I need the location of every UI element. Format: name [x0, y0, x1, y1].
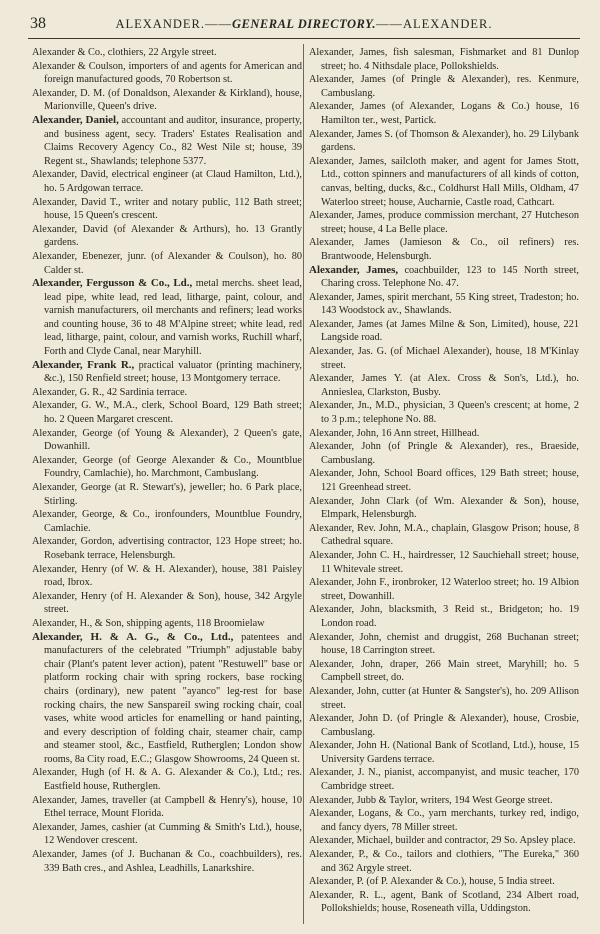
entry-text: Alexander, John, School Board offices, 129 Bath street; house, 121 Greenhead street. [309, 468, 579, 493]
entry-text: Alexander, P. (of P. Alexander & Co.), house, 5 India street. [309, 876, 555, 888]
directory-entry [309, 685, 579, 712]
directory-entry [32, 168, 302, 195]
entry-text: Alexander, Jubb & Taylor, writers, 194 West George street. [309, 794, 553, 806]
directory-entry [309, 739, 579, 766]
entry-text: Alexander, Rev. John, M.A., chaplain, Glasgow Prison; house, 8 Cathedral square. [309, 522, 579, 548]
directory-entry [309, 46, 579, 73]
entry-text: Alexander & Coulson, importers of and agents for American and foreign manufactured goods, 70 Robertson st. [32, 60, 302, 86]
directory-entry [32, 250, 302, 277]
directory-entry [32, 114, 302, 168]
directory-entry [32, 87, 302, 114]
entry-text: Alexander, James (Jamieson & Co., oil refiners) res. Brantwoode, Helensburgh. [309, 237, 579, 262]
entry-text: Alexander, James S. (of Thomson & Alexander), ho. 29 Lilybank gardens. [309, 128, 579, 154]
entry-text: accountant and auditor, insurance, property, and business agent, secy. Traders' Estates Realisation and Claims Recovery Agency Co., 82 West Nile st; house, 39 Regent st., Shawlands; telephone 5377. [44, 114, 302, 167]
directory-entry [309, 100, 579, 127]
entry-text: Alexander, Ebenezer, junr. (of Alexander & Coulson), ho. 80 Calder st. [32, 250, 302, 276]
entry-text: Alexander, G. W., M.A., clerk, School Board, 129 Bath street; ho. 2 Queen Margaret crescent. [32, 400, 302, 426]
directory-entry [32, 794, 302, 821]
directory-entry [309, 264, 579, 291]
entry-text: Alexander, James, produce commission merchant, 27 Hutcheson street; house, 4 La Belle place. [309, 210, 579, 235]
directory-entry [309, 875, 579, 889]
directory-entry [309, 128, 579, 155]
page-number: 38 [30, 15, 46, 32]
entry-text: Alexander, David, electrical engineer (at Claud Hamilton, Ltd.), ho. 5 Ardgowan terrace. [32, 169, 302, 194]
directory-entry [309, 658, 579, 685]
header-dash-right: —— [376, 17, 403, 31]
entry-text: Alexander, Gordon, advertising contractor, 123 Hope street; ho. Rosebank terrace, Helensburgh. [32, 536, 302, 561]
entry-text: Alexander, Henry (of H. Alexander & Son), house, 342 Argyle street. [32, 590, 302, 616]
directory-entry [309, 848, 579, 875]
directory-entry [309, 766, 579, 793]
entry-text: Alexander, David (of Alexander & Arthurs), ho. 13 Grantly gardens. [32, 223, 302, 249]
header-dash-left: —— [205, 17, 232, 31]
directory-entry [309, 399, 579, 426]
directory-entry [309, 318, 579, 345]
directory-entry [32, 399, 302, 426]
column-divider [303, 44, 304, 924]
directory-entry [309, 631, 579, 658]
directory-entry [309, 291, 579, 318]
directory-entry [309, 427, 579, 441]
directory-entry [309, 712, 579, 739]
entry-text: Alexander, James, spirit merchant, 55 King street, Tradeston; ho. 143 Woodstock av., Shawlands. [309, 291, 579, 317]
entry-text: Alexander, G. R., 42 Sardinia terrace. [32, 386, 188, 398]
directory-entry [32, 766, 302, 793]
page-header [28, 12, 580, 39]
directory-entry [32, 46, 302, 60]
entry-text: Alexander, James, sailcloth maker, and agent for James Stott, Ltd., cotton spinners and manufacturers of all kinds of cotton, canvas, belting, ducks, &c., Coldhurst Hall Mills, Oldham, 47 Waterloo street; house, Aucharnie, Castle road, Cathcart. [309, 155, 579, 208]
entry-text: Alexander, John, cutter (at Hunter & Sangster's), ho. 209 Allison street. [309, 685, 579, 711]
directory-entry [32, 454, 302, 481]
running-head-left: ALEXANDER. [115, 17, 205, 31]
entry-text: Alexander, James (at James Milne & Son, Limited), house, 221 Langside road. [309, 318, 579, 344]
directory-entry [32, 508, 302, 535]
directory-entry [32, 223, 302, 250]
directory-entry [309, 209, 579, 236]
entry-text: Alexander, John C. H., hairdresser, 12 Sauchiehall street; house, 11 Whitevale street. [309, 549, 579, 575]
entry-text: Alexander, John, blacksmith, 3 Reid st., Bridgeton; ho. 19 London road. [309, 604, 579, 629]
entry-name: Alexander, H. & A. G., & Co., Ltd., [32, 630, 234, 643]
directory-entry [32, 60, 302, 87]
directory-entry [32, 359, 302, 386]
directory-entry [309, 794, 579, 808]
entry-text: practical valuator (printing machinery, &c.), 150 Renfield street; house, 13 Montgomery terrace. [44, 359, 302, 385]
directory-entry [309, 495, 579, 522]
entry-text: Alexander, John, 16 Ann street, Hillhead. [309, 427, 480, 439]
directory-entry [309, 889, 579, 916]
entry-text: Alexander, George (at R. Stewart's), jeweller; ho. 6 Park place, Stirling. [32, 482, 302, 507]
entry-text: Alexander, James (of Alexander, Logans & Co.) house, 16 Hamilton ter., west, Partick. [309, 101, 579, 126]
directory-entry [32, 481, 302, 508]
right-column [309, 46, 579, 916]
entry-text: Alexander, Logans, & Co., yarn merchants, turkey red, indigo, and fancy dyers, 78 Miller street. [309, 808, 579, 833]
directory-entry [32, 821, 302, 848]
directory-entry [309, 807, 579, 834]
running-head-right: ALEXANDER. [403, 17, 493, 31]
directory-entry [309, 467, 579, 494]
directory-entry [32, 631, 302, 767]
entry-text: Alexander, John Clark (of Wm. Alexander & Son), house, Elmpark, Helensburgh. [309, 495, 579, 521]
directory-entry [32, 535, 302, 562]
running-head [28, 17, 580, 32]
entry-text: Alexander, James, fish salesman, Fishmarket and 81 Dunlop street; ho. 4 Nithsdale place, Pollokshields. [309, 47, 579, 72]
entry-text: Alexander, D. M. (of Donaldson, Alexander & Kirkland), house, Marionville, Queen's drive. [32, 87, 302, 113]
directory-entry [32, 277, 302, 359]
entry-text: Alexander, James Y. (at Alex. Cross & Son's, Ltd.), ho. Annieslea, Clarkston, Busby. [309, 373, 579, 398]
directory-entry [309, 236, 579, 263]
directory-entry [32, 427, 302, 454]
directory-entry [309, 522, 579, 549]
entry-text: Alexander, Henry (of W. & H. Alexander), house, 381 Paisley road, Ibrox. [32, 563, 302, 589]
entry-text: Alexander, R. L., agent, Bank of Scotland, 234 Albert road, Pollokshields; house, Roseneath villa, Uddingston. [309, 889, 579, 915]
running-head-title: GENERAL DIRECTORY. [232, 17, 376, 31]
entry-text: Alexander, George (of George Alexander & Co., Mountblue Foundry, Camlachie), ho. Marchmont, Cambuslang. [32, 454, 302, 480]
directory-entry [32, 848, 302, 875]
entry-name: Alexander, Frank R., [32, 358, 135, 371]
entry-text: Alexander, James (of Pringle & Alexander), res. Kenmure, Cambuslang. [309, 74, 579, 99]
entry-text: coachbuilder, 123 to 145 North street, Charing cross. Telephone No. 47. [321, 264, 580, 290]
entry-text: Alexander, John (of Pringle & Alexander), res., Braeside, Cambuslang. [309, 441, 579, 466]
entry-text: Alexander, George (of Young & Alexander), 2 Queen's gate, Dowanhill. [32, 427, 302, 453]
entry-text: Alexander, James, traveller (at Campbell & Henry's), house, 10 Ethel terrace, Mount Florida. [32, 794, 302, 820]
directory-entry [32, 617, 302, 631]
directory-entry [32, 590, 302, 617]
directory-entry [309, 834, 579, 848]
entry-text: Alexander, John H. (National Bank of Scotland, Ltd.), house, 15 University Gardens terrace. [309, 740, 579, 765]
entry-text: Alexander, Jas. G. (of Michael Alexander), house, 18 M'Kinlay street. [309, 346, 579, 371]
entry-text: Alexander, John, chemist and druggist, 268 Buchanan street; house, 18 Carrington street. [309, 631, 579, 657]
entry-text: patentees and manufacturers of the celebrated "Triumph" adjustable baby chair (Plant's patent lever action), patent "Restuwell" base or platform rocking chair with spring rockers, base rocking chairs (ordinary), new patent "ayanco" leg-rest for base rocking chairs, the new Sanspareil swing rocking chair, coal vases, white wood articles for enamelling or hand painting, and every description of folding chair, steamer chair, camp and steamer stool, &c., Eastfield, Rutherglen; London show rooms, 8a City road, E.C.; Glasgow Showrooms, 24 Queen st. [44, 631, 302, 765]
entry-text: Alexander, Hugh (of H. & A. G. Alexander & Co.), Ltd.; res. Eastfield house, Rutherglen. [32, 767, 302, 793]
entry-text: Alexander, David T., writer and notary public, 112 Bath street; house, 15 Queen's crescent. [32, 196, 302, 222]
entry-text: Alexander, George, & Co., ironfounders, Mountblue Foundry, Camlachie. [32, 509, 302, 534]
entry-text: Alexander, J. N., pianist, accompanyist, and music teacher, 170 Cambridge street. [309, 767, 579, 793]
directory-entry [309, 603, 579, 630]
entry-text: Alexander, James (of J. Buchanan & Co., coachbuilders), res. 339 Bath cres., and Ashlea, Leadhills, Lanarkshire. [32, 849, 302, 874]
directory-entry [309, 73, 579, 100]
entry-text: Alexander, John, draper, 266 Main street, Maryhill; ho. 5 Campbell street, do. [309, 658, 579, 684]
directory-entry [32, 386, 302, 400]
directory-entry [309, 345, 579, 372]
entry-text: Alexander, H., & Son, shipping agents, 118 Broomielaw [32, 617, 265, 629]
entry-text: Alexander, P., & Co., tailors and clothiers, "The Eureka," 360 and 362 Argyle street. [309, 849, 579, 874]
entry-text: Alexander & Co., clothiers, 22 Argyle street. [32, 47, 217, 58]
directory-entry [32, 196, 302, 223]
entry-text: Alexander, John F., ironbroker, 12 Waterloo street; ho. 19 Albion street, Dowanhill. [309, 577, 579, 602]
entry-text: metal merchs. sheet lead, lead pipe, white lead, red lead, litharge, paint, colour, and varnish manufacturers, oil merchants and refiners; lead works and counting house, 36 to 48 M'Alpine street; white lead, red lead, litharge, paint, colour, and varnish works, Ruchill wharf, Forth and Clyde Canal, near Maryhill. [44, 278, 303, 358]
entry-text: Alexander, Michael, builder and contractor, 29 So. Apsley place. [309, 835, 576, 847]
directory-entry [309, 440, 579, 467]
left-column [32, 46, 302, 875]
entry-name: Alexander, Fergusson & Co., Ld., [32, 277, 193, 290]
directory-entry [309, 372, 579, 399]
directory-entry [32, 563, 302, 590]
entry-text: Alexander, James, cashier (at Cumming & Smith's Ltd.), house, 12 Wendover crescent. [32, 821, 302, 847]
entry-name: Alexander, James, [309, 263, 399, 276]
entry-text: Alexander, John D. (of Pringle & Alexander), house, Crosbie, Cambuslang. [309, 713, 579, 738]
directory-entry [309, 549, 579, 576]
entry-name: Alexander, Daniel, [32, 113, 119, 126]
directory-entry [309, 155, 579, 209]
directory-entry [309, 576, 579, 603]
entry-text: Alexander, Jn., M.D., physician, 3 Queen's crescent; at home, 2 to 3 p.m.; telephone No. 88. [309, 400, 579, 426]
